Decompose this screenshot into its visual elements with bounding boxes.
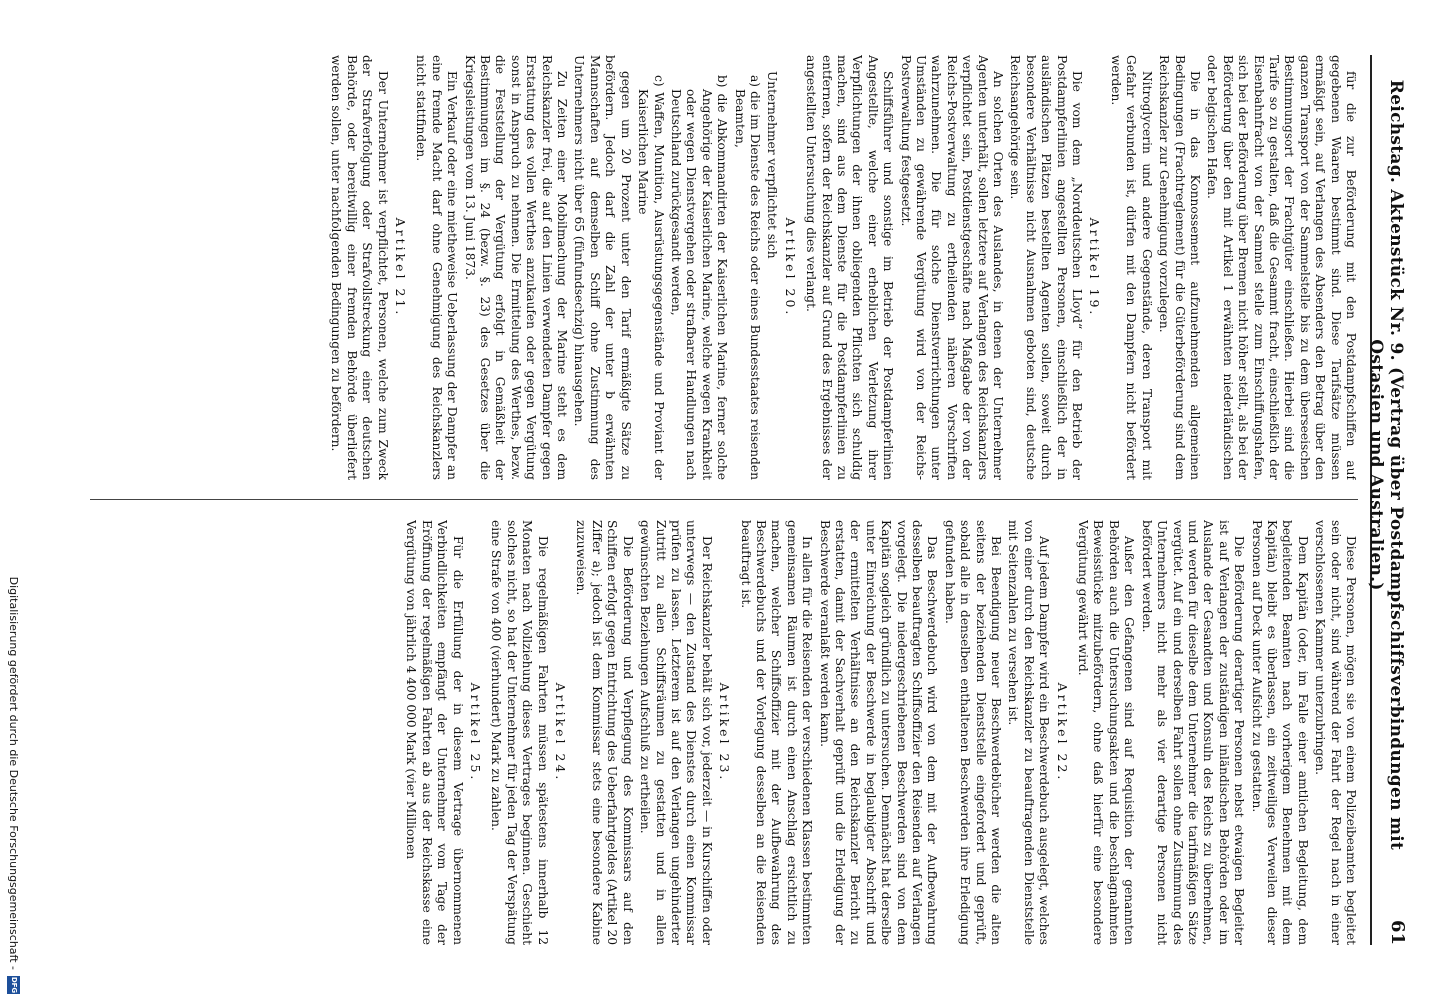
paragraph: für die zur Beförderung mit den Postdampfschiffen auf gegebenen Waaren bestimmt sind. Diese Tarifsätze müssen ermäßigt sein, auf Verlangen des Absenders den Betrag über den ganzen Transport von der Sammelstelle bis zu dem überseeischen Bestimmungsort der Frachtgüter einschließen. Hierbei sind die Tarife so zu gestalten, daß die Gesammt fracht, einschließlich der Eisenbahnfracht von der Sammel stelle zum Einschiffungshafen, sich bei der Beförderung über Bremen nicht höher stellt, als bei der Beförderung über den mit Artikel 1 erwähnten niederländischen oder belgischen Hafen. <box>1205 55 1358 480</box>
paragraph: Die vom dem „Norddeutschen Lloyd“ für den Betrieb der Postdampferlinien angestellten Personen, einschließlich der in ausländischen Plätzen bestellten Agenten sollen, soweit durch besondere Verhältnisse nicht Ausnahmen geboten sind, deutsche Reichsangehörige sein. <box>1008 55 1085 480</box>
column-divider <box>90 499 1358 500</box>
paragraph: Die Beförderung derartiger Personen nebst etwaigen Begleiter ist auf Verlangen der zuständigen inländischen Behörden oder im Auslande der Gesandten und Konsuln des Reichs zu übernehmen, und werden für dieselbe dem Unternehmer die tarifmäßigen Sätze vergütet. Auf ein und derselben Fahrt sollen ohne Zustimmung des Unternehmers nicht mehr als vier derartige Personen nicht befördert werden. <box>1139 520 1247 945</box>
page-header <box>1366 55 1412 945</box>
paragraph: Dem Kapitän (oder, im Falle einer amtlichen Begleitung, dem begleitenden Beamten nach vorherigem Benehmen mit dem Kapitän) bleibt es überlassen, ein zeitweiliges Verweilen dieser Personen auf Deck unter Aufsicht zu gestatten. <box>1249 520 1310 945</box>
paragraph: Das Beschwerdebuch wird von dem mit der Aufbewahrung desselben beauftragten Schiffsoffizier den Reisenden auf Verlangen vorgelegt. Die niedergeschriebenen Beschwerden sind von dem Kapitän sogleich gründlich zu untersuchen. Demnächst hat derselbe unter Einreichung der Beschwerde in beglaubigter Abschrift und der ermittelten Verhältnisse an den Reichskanzler Bericht zu erstatten, damit der Sachverhalt geprüft und die Erledigung der Beschwerde veranlaßt werden kann. <box>817 520 940 945</box>
page-title: Reichstag. Aktenstück Nr. 9. (Vertrag über Postdampfschiffsverbindungen mit Ostasien und Australien.) <box>1366 79 1406 851</box>
article-heading: Artikel 23. <box>717 682 733 783</box>
left-text-column <box>90 55 1358 480</box>
paragraph: In allen für die Reisenden der verschiedenen Klassen bestimmten gemeinsamen Räumen ist durch einen Anschlag ersichtlich zu machen, welcher Schiffsoffizier mit der Aufbewahrung des Beschwerdebuchs und der Vorlegung desselben an die Reisenden beauftragt ist. <box>738 520 815 945</box>
paragraph: Zu Zeiten einer Mobilmachung der Marine steht es dem Reichskanzler frei, die auf den Linien verwendeten Dampfer gegen Erstattung des vollen Werthes anzukaufen oder gegen Vergütung sonst in Anspruch zu nehmen. Die Ermittelung des Werthes, bezw. die Feststellung der Vergütung erfolgt in Gemäßheit der Bestimmungen im §. 24 (bezw. §. 23) des Gesetzes über die Kriegsleistungen vom 13. Juni 1873. <box>462 55 570 480</box>
right-text-column <box>90 520 1358 945</box>
dfg-logo: DFG <box>8 976 21 994</box>
article-heading: Artikel 25. <box>468 682 484 783</box>
paragraph: Bei Beendigung neuer Beschwerdebücher werden die alten seitens der beziehenden Dienststelle eingefordert und geprüft, sobald alle in denselben enthaltenen Beschwerden ihre Erledigung gefunden haben. <box>942 520 1004 945</box>
paragraph: Nitroglycerin und andere Gegenstände, deren Transport mit Gefahr verbunden ist, dürfen mit den Dampfern nicht befördert werden. <box>1108 55 1154 480</box>
article-heading: Artikel 19. <box>1087 217 1103 318</box>
paragraph: Außer den Gefangenen sind auf Requisition der genannten Behörden auch die Untersuchungsakten und die beschlagnahmten Beweisstücke mitzubefördern, ohne daß hierfür eine besondere Vergütung gewährt wird. <box>1076 520 1137 945</box>
paragraph: Ein Verkauf oder eine mietheweise Ueberlassung der Dampfer an eine fremde Macht darf ohne Genehmigung des Reichskanzlers nicht stattfinden. <box>414 55 460 480</box>
paragraph: Schiffsführer und sonstige im Betrieb der Postdampferlinien Angestellte, welche einer erheblichen Verletzung ihrer Verpflichtungen der ihnen obliegenden Pflichten sich schuldig machen, sind aus dem Dienste für die Postdampferlinien zu entfernen, sofern der Reichskanzler auf Grund des Ergebnisses der angestellten Untersuchung dies verlangt. <box>804 55 896 480</box>
article-heading: Artikel 22. <box>1054 682 1070 783</box>
paragraph: Die Beförderung und Verpflegung des Kommissars auf den Schiffen erfolgt gegen Entrichtung des Ueberfahrtgeldes (Artikel 20 Ziffer a); jedoch ist dem Kommissar stets eine besondere Kabine zuzuweisen. <box>574 520 635 945</box>
article-heading: Artikel 21. <box>393 217 409 318</box>
list-item: b) die Abkommandirten der Kaiserlichen Marine, ferner solche Angehörige der Kaiserlichen Marine, welche wegen Krankheit oder wegen Dienstvergehen oder strafbarer Handlungen nach Deutschland zurückgesandt werden, <box>668 75 730 480</box>
digitization-footer <box>2 0 26 1000</box>
article-heading: Artikel 20. <box>782 217 798 318</box>
paragraph: Der Unternehmer ist verpflichtet, Personen, welche zum Zweck der Strafverfolgung oder Strafvollstreckung einer deutschen Behörde, oder bereitwillig einer fremden Behörde überliefert werden sollen, unter nachfolgenden Bedingungen zu befördern. <box>329 55 390 480</box>
paragraph: Die in das Konnossement aufzunehmenden allgemeinen Bedingungen (Frachtreglement) für die Güterbeförderung sind dem Reichskanzler zur Genehmigung vorzulegen. <box>1157 55 1202 480</box>
paragraph: Die regelmäßigen Fahrten müssen spätestens innerhalb 12 Monaten nach Vollziehung dieses Vertrages beginnen. Geschieht solches nicht, so hat der Unternehmer für jeden Tag der Verspätung eine Strafe von 400 (vierhundert) Mark zu zahlen. <box>489 520 550 945</box>
list-item: a) die im Dienste des Reichs oder eines Bundesstaates reisenden Beamten, <box>732 75 762 480</box>
list-item: c) Waffen, Munition, Ausrüstungsgegenstände und Proviant der Kaiserlichen Marine <box>636 75 666 480</box>
paragraph: Der Reichskanzler behält sich vor, jederzeit — in Kurschiffen oder unterwegs — den Zustand des Dienstes durch einen Kommissar prüfen zu lassen. Letzterem ist auf den Verlangen ungehinderter Zutritt zu allen Schiffsräumen zu gestatten und in allen gewünschten Beziehungen Aufschluß zu ertheilen. <box>638 520 714 945</box>
paragraph: Diese Personen, mögen sie von einem Polizeibeamten begleitet sein oder nicht, sind während der Fahrt der Regel nach in einer verschlossenen Kammer unterzubringen. <box>1313 520 1358 945</box>
footer-credit: Digitalisierung gefördert durch die Deutsche Forschungsgemeinschaft - <box>7 576 21 970</box>
paragraph: Für die Erfüllung der in diesem Vertrage übernommenen Verbindlichkeiten empfängt der Unternehmer vom Tage der Eröffnung der regelmäßigen Fahrten ab aus der Reichskasse eine Vergütung von jährlich 4 400 000 Mark (vier Millionen <box>404 520 465 945</box>
page-number: 61 <box>1387 919 1408 945</box>
paragraph: Unternehmer verpflichtet sich <box>765 71 780 259</box>
paragraph: gegen um 20 Prozent unter den Tarif ermäßigte Sätze zu befördern. Jedoch darf die Zahl der unter b erwähnten Mannschaften auf demselben Schiff ohne Zustimmung des Unternehmers nicht über 65 (fünfundsechzig) hinausgehen. <box>572 55 633 480</box>
paragraph: Auf jedem Dampfer wird ein Beschwerdebuch ausgelegt, welches von einer durch den Reichskanzler zu beauftragenden Dienststelle mit Seitenzahlen zu versehen ist. <box>1006 520 1052 945</box>
paragraph: An solchen Orten des Auslandes, in denen der Unternehmer Agenten unterhält, sollen letztere auf Verlangen des Reichskanzlers verpflichtet sein, Postdienstgeschäfte nach Maßgabe der von der Reichs-Postverwaltung zu ertheilenden näheren Vorschriften wahrzunehmen. Die für solche Dienstverrichtungen unter Umständen zu gewährende Vergütung wird von der Reichs-Postverwaltung festgesetzt. <box>898 55 1006 480</box>
article-heading: Artikel 24. <box>553 682 569 783</box>
